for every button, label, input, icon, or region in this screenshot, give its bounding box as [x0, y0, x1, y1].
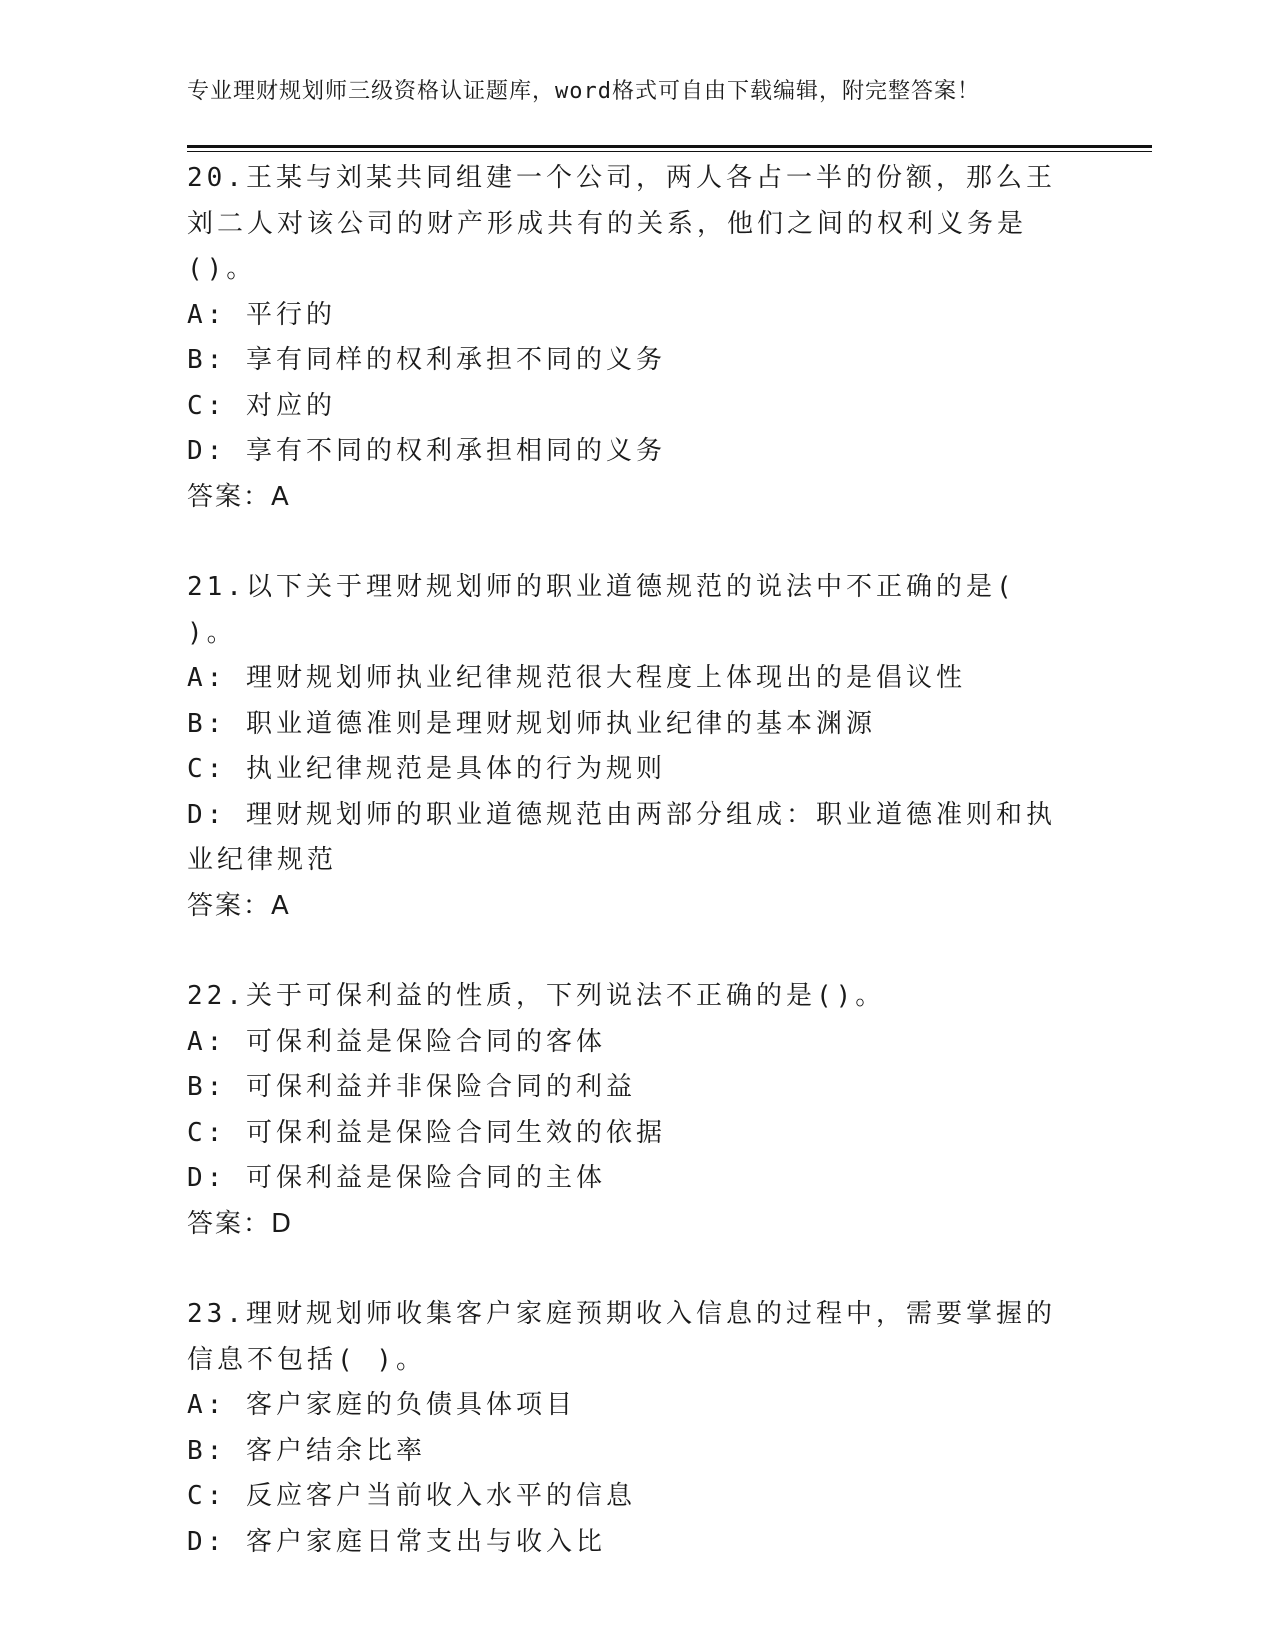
option-a: A: 可保利益是保险合同的客体	[187, 1026, 606, 1057]
question-text: 21.以下关于理财规划师的职业道德规范的说法中不正确的是( )。	[187, 572, 1016, 648]
answer: 答案：A	[187, 890, 291, 921]
page-header: 专业理财规划师三级资格认证题库，word格式可自由下载编辑，附完整答案！	[187, 79, 980, 104]
question-21	[187, 565, 1067, 929]
option-c: C: 对应的	[187, 390, 336, 421]
option-a: A: 客户家庭的负债具体项目	[187, 1390, 576, 1420]
question-text: 20.王某与刘某共同组建一个公司，两人各占一半的份额，那么王刘二人对该公司的财产形成共有的关系，他们之间的权利义务是()。	[187, 163, 1056, 284]
option-b: B: 可保利益并非保险合同的利益	[187, 1072, 636, 1102]
option-d: D: 理财规划师的职业道德规范由两部分组成：职业道德准则和执业纪律规范	[187, 799, 1056, 875]
option-a: A: 理财规划师执业纪律规范很大程度上体现出的是倡议性	[187, 663, 966, 693]
question-list	[187, 156, 1067, 1610]
question-text: 23.理财规划师收集客户家庭预期收入信息的过程中，需要掌握的信息不包括( )。	[187, 1299, 1056, 1375]
header-rule-thin	[187, 151, 1152, 152]
option-c: C: 执业纪律规范是具体的行为规则	[187, 754, 666, 784]
option-b: B: 享有同样的权利承担不同的义务	[187, 345, 666, 375]
option-d: D: 享有不同的权利承担相同的义务	[187, 436, 666, 466]
option-b: B: 客户结余比率	[187, 1435, 426, 1466]
question-22	[187, 974, 1067, 1247]
answer: 答案：D	[187, 1208, 294, 1239]
option-b: B: 职业道德准则是理财规划师执业纪律的基本渊源	[187, 708, 876, 739]
option-d: D: 客户家庭日常支出与收入比	[187, 1526, 606, 1557]
question-20	[187, 156, 1067, 520]
question-text: 22.关于可保利益的性质，下列说法不正确的是()。	[187, 981, 886, 1011]
option-c: C: 可保利益是保险合同生效的依据	[187, 1117, 666, 1148]
header-rule-thick	[187, 145, 1152, 148]
option-d: D: 可保利益是保险合同的主体	[187, 1163, 606, 1193]
answer: 答案：A	[187, 481, 291, 512]
option-a: A: 平行的	[187, 299, 336, 330]
option-c: C: 反应客户当前收入水平的信息	[187, 1481, 636, 1511]
question-23	[187, 1292, 1067, 1565]
